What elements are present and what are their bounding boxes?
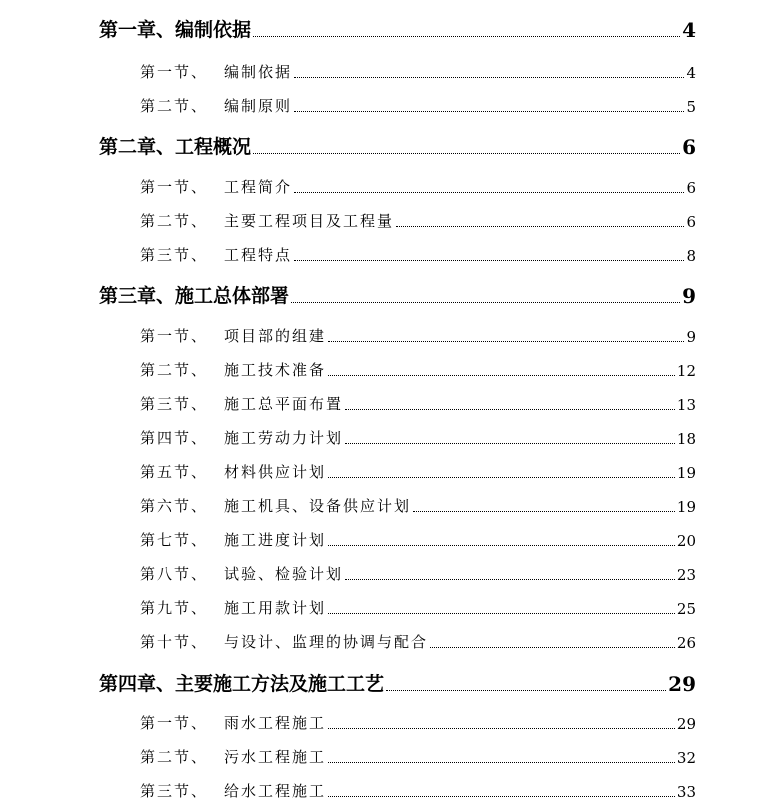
- toc-title: 与设计、监理的协调与配合: [224, 633, 429, 651]
- toc-page-number: 33: [676, 783, 696, 801]
- toc-chapter-4[interactable]: [99, 668, 696, 696]
- toc-label: 第三节、: [140, 395, 209, 413]
- dot-leader: [294, 111, 684, 112]
- toc-label: 第三节、: [140, 246, 209, 264]
- toc-chapter-3[interactable]: [99, 280, 696, 308]
- toc-section[interactable]: [140, 173, 696, 197]
- dot-leader: [294, 192, 684, 193]
- toc-title: 试验、检验计划: [224, 565, 344, 583]
- toc-page-number: 19: [676, 498, 696, 516]
- toc-label: 第一节、: [140, 714, 209, 732]
- dot-leader: [430, 647, 675, 648]
- toc-title: 施工进度计划: [224, 531, 327, 549]
- toc-section[interactable]: [140, 492, 696, 516]
- toc-page-number: 13: [676, 396, 696, 414]
- toc-page-number: 4: [682, 18, 696, 42]
- toc-title: 工程简介: [224, 178, 293, 196]
- dot-leader: [345, 443, 675, 444]
- toc-page-number: 25: [676, 600, 696, 618]
- toc-label: 第六节、: [140, 497, 209, 515]
- toc-title: 项目部的组建: [224, 327, 327, 345]
- toc-title: 雨水工程施工: [224, 714, 327, 732]
- toc-label: 第二节、: [140, 361, 209, 379]
- toc-title: 施工技术准备: [224, 361, 327, 379]
- toc-section[interactable]: [140, 458, 696, 482]
- toc-label: 第五节、: [140, 463, 209, 481]
- toc-label: 第二节、: [140, 97, 209, 115]
- toc-label: 第八节、: [140, 565, 209, 583]
- toc-label: 第二节、: [140, 212, 209, 230]
- toc-page-number: 6: [682, 135, 696, 159]
- toc-page-number: 8: [686, 247, 696, 265]
- toc-label: 第二章、: [99, 136, 176, 158]
- toc-label: 第四章、: [99, 673, 176, 695]
- toc-title: 编制依据: [224, 63, 293, 81]
- dot-leader: [328, 613, 675, 614]
- toc-section[interactable]: [140, 628, 696, 652]
- toc-chapter-1[interactable]: [99, 14, 696, 42]
- toc-label: 第三节、: [140, 782, 209, 800]
- dot-leader: [386, 690, 666, 691]
- toc-label: 第三章、: [99, 285, 176, 307]
- toc-label: 第一章、: [99, 19, 176, 41]
- toc-title: 材料供应计划: [224, 463, 327, 481]
- toc-section[interactable]: [140, 241, 696, 265]
- toc-title: 工程概况: [175, 136, 252, 158]
- toc-page-number: 26: [676, 634, 696, 652]
- toc-title: 主要工程项目及工程量: [224, 212, 395, 230]
- toc-title: 污水工程施工: [224, 748, 327, 766]
- toc-title: 施工劳动力计划: [224, 429, 344, 447]
- toc-chapter-2[interactable]: [99, 131, 696, 159]
- dot-leader: [294, 77, 684, 78]
- toc-label: 第七节、: [140, 531, 209, 549]
- toc-section[interactable]: [140, 777, 696, 801]
- toc-label: 第二节、: [140, 748, 209, 766]
- toc-label: 第一节、: [140, 178, 209, 196]
- toc-page-number: 23: [676, 566, 696, 584]
- dot-leader: [328, 375, 675, 376]
- dot-leader: [328, 728, 675, 729]
- toc-page-number: 18: [676, 430, 696, 448]
- toc-section[interactable]: [140, 322, 696, 346]
- toc-section[interactable]: [140, 92, 696, 116]
- toc-label: 第一节、: [140, 63, 209, 81]
- dot-leader: [345, 579, 675, 580]
- toc-page-number: 29: [676, 715, 696, 733]
- dot-leader: [328, 762, 675, 763]
- toc-title: 给水工程施工: [224, 782, 327, 800]
- dot-leader: [253, 153, 680, 154]
- toc-page-number: 29: [668, 672, 696, 696]
- toc-label: 第一节、: [140, 327, 209, 345]
- toc-label: 第十节、: [140, 633, 209, 651]
- toc-section[interactable]: [140, 207, 696, 231]
- toc-title: 施工机具、设备供应计划: [224, 497, 412, 515]
- toc-page-number: 4: [686, 64, 696, 82]
- toc-title: 编制原则: [224, 97, 293, 115]
- toc-title: 施工总体部署: [175, 285, 290, 307]
- dot-leader: [396, 226, 684, 227]
- toc-page-number: 19: [676, 464, 696, 482]
- toc-title: 施工用款计划: [224, 599, 327, 617]
- toc-section[interactable]: [140, 526, 696, 550]
- toc-title: 主要施工方法及施工工艺: [175, 673, 385, 695]
- toc-page-number: 9: [686, 328, 696, 346]
- toc-page-number: 32: [676, 749, 696, 767]
- toc-page-number: 12: [676, 362, 696, 380]
- toc-page-number: 6: [686, 213, 696, 231]
- dot-leader: [413, 511, 675, 512]
- dot-leader: [291, 302, 680, 303]
- toc-title: 工程特点: [224, 246, 293, 264]
- toc-section[interactable]: [140, 356, 696, 380]
- toc-page-number: 5: [686, 98, 696, 116]
- toc-page-number: 9: [682, 284, 696, 308]
- toc-section[interactable]: [140, 594, 696, 618]
- toc-section[interactable]: [140, 560, 696, 584]
- toc-section[interactable]: [140, 743, 696, 767]
- dot-leader: [328, 545, 675, 546]
- toc-title: 施工总平面布置: [224, 395, 344, 413]
- dot-leader: [328, 477, 675, 478]
- toc-label: 第四节、: [140, 429, 209, 447]
- toc-section[interactable]: [140, 58, 696, 82]
- toc-page-number: 20: [676, 532, 696, 550]
- toc-title: 编制依据: [175, 19, 252, 41]
- dot-leader: [294, 260, 684, 261]
- dot-leader: [328, 341, 684, 342]
- dot-leader: [345, 409, 675, 410]
- dot-leader: [328, 796, 675, 797]
- toc-section[interactable]: [140, 390, 696, 414]
- toc-section[interactable]: [140, 424, 696, 448]
- toc-label: 第九节、: [140, 599, 209, 617]
- toc-page-number: 6: [686, 179, 696, 197]
- dot-leader: [253, 36, 680, 37]
- toc-section[interactable]: [140, 709, 696, 733]
